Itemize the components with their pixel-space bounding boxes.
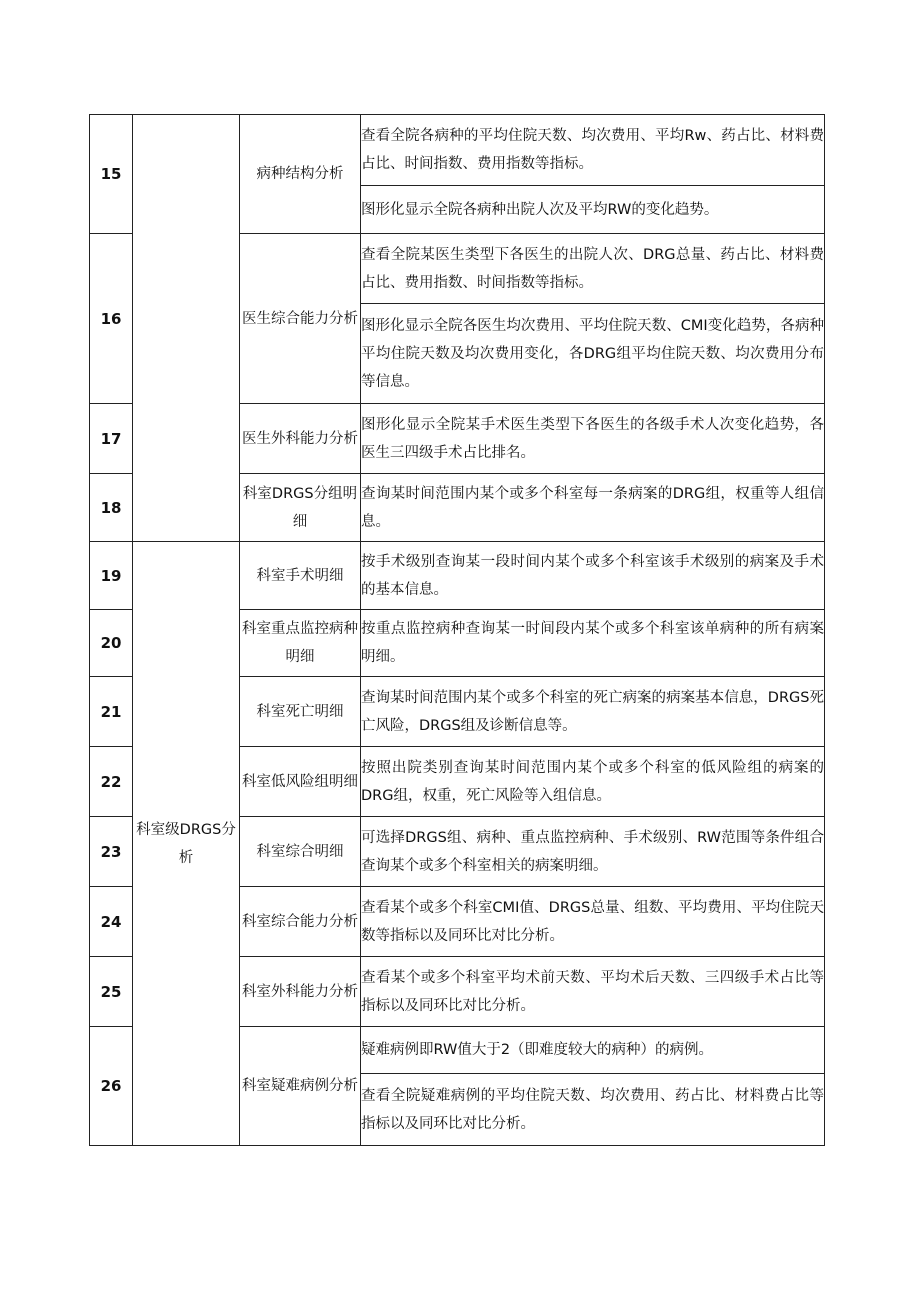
row-number: 19 <box>90 542 133 610</box>
row-number: 15 <box>90 115 133 234</box>
row-number: 25 <box>90 957 133 1027</box>
function-name: 科室综合能力分析 <box>240 887 361 957</box>
row-number: 24 <box>90 887 133 957</box>
function-name: 科室重点监控病种明细 <box>240 610 361 677</box>
description: 查询某时间范围内某个或多个科室的死亡病案的病案基本信息，DRGS死亡风险，DRGS组及诊断信息等。 <box>361 677 825 747</box>
description: 查询某时间范围内某个或多个科室每一条病案的DRG组，权重等人组信息。 <box>361 474 825 542</box>
function-name: 病种结构分析 <box>240 115 361 234</box>
description: 可选择DRGS组、病种、重点监控病种、手术级别、RW范围等条件组合查询某个或多个科室相关的病案明细。 <box>361 817 825 887</box>
row-number: 18 <box>90 474 133 542</box>
row-number: 17 <box>90 404 133 474</box>
row-number: 22 <box>90 747 133 817</box>
description: 按重点监控病种查询某一时间段内某个或多个科室该单病种的所有病案明细。 <box>361 610 825 677</box>
row-number: 21 <box>90 677 133 747</box>
description: 查看全院各病种的平均住院天数、均次费用、平均Rw、药占比、材料费占比、时间指数、费用指数等指标。 <box>361 115 825 186</box>
function-name: 医生综合能力分析 <box>240 234 361 404</box>
description: 按照出院类别查询某时间范围内某个或多个科室的低风险组的病案的DRG组，权重，死亡风险等入组信息。 <box>361 747 825 817</box>
category-cell-blank <box>133 115 240 542</box>
function-name: 科室综合明细 <box>240 817 361 887</box>
row-number: 20 <box>90 610 133 677</box>
description: 查看某个或多个科室CMI值、DRGS总量、组数、平均费用、平均住院天数等指标以及同环比对比分析。 <box>361 887 825 957</box>
function-name: 科室死亡明细 <box>240 677 361 747</box>
row-number: 23 <box>90 817 133 887</box>
description: 查看全院某医生类型下各医生的出院人次、DRG总量、药占比、材料费占比、费用指数、时间指数等指标。 <box>361 234 825 304</box>
description: 图形化显示全院各病种出院人次及平均RW的变化趋势。 <box>361 186 825 234</box>
table-row <box>90 115 825 186</box>
spec-table <box>89 114 825 1146</box>
description: 按手术级别查询某一段时间内某个或多个科室该手术级别的病案及手术的基本信息。 <box>361 542 825 610</box>
function-name: 科室外科能力分析 <box>240 957 361 1027</box>
function-name: 科室低风险组明细 <box>240 747 361 817</box>
category-label: 科室级DRGS分析 <box>133 542 240 1146</box>
description: 图形化显示全院某手术医生类型下各医生的各级手术人次变化趋势，各医生三四级手术占比排名。 <box>361 404 825 474</box>
function-name: 医生外科能力分析 <box>240 404 361 474</box>
table-row <box>90 542 825 610</box>
description: 查看全院疑难病例的平均住院天数、均次费用、药占比、材料费占比等指标以及同环比对比分析。 <box>361 1074 825 1146</box>
function-name: 科室疑难病例分析 <box>240 1027 361 1146</box>
function-name: 科室DRGS分组明细 <box>240 474 361 542</box>
description: 疑难病例即RW值大于2（即难度较大的病种）的病例。 <box>361 1027 825 1074</box>
function-name: 科室手术明细 <box>240 542 361 610</box>
description: 图形化显示全院各医生均次费用、平均住院天数、CMI变化趋势，各病种平均住院天数及均次费用变化，各DRG组平均住院天数、均次费用分布等信息。 <box>361 304 825 404</box>
row-number: 16 <box>90 234 133 404</box>
row-number: 26 <box>90 1027 133 1146</box>
description: 查看某个或多个科室平均术前天数、平均术后天数、三四级手术占比等指标以及同环比对比分析。 <box>361 957 825 1027</box>
